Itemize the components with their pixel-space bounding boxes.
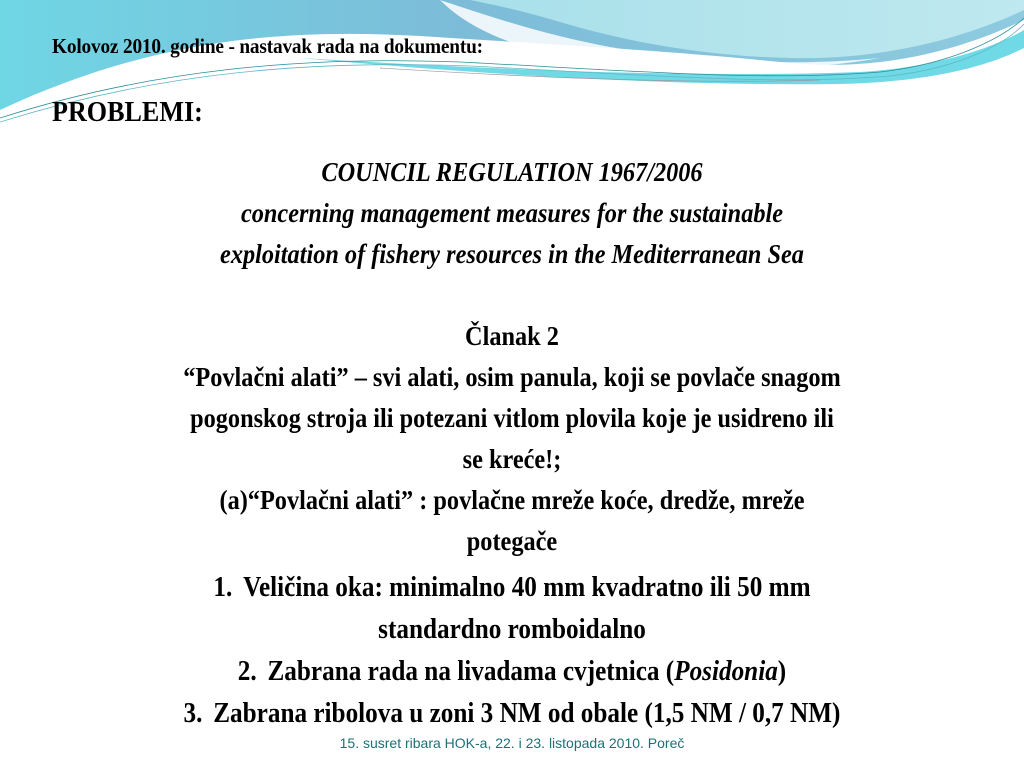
list-item [51,651,973,693]
article-line: se kreće!; [462,444,562,474]
regulation-subtitle-line2: exploitation of fishery resources in the Mediterranean Sea [220,239,804,269]
list-text: Zabrana rada na livadama cvjetnica ( [267,656,675,687]
list-text-italic: Posidonia [674,656,778,687]
list-text: Zabrana ribolova u zoni 3 NM od obale (1,5 NM / 0,7 NM) [213,698,841,729]
list-number: 1. [213,572,233,603]
list-text: ) [777,656,787,687]
regulation-subtitle-line1: concerning management measures for the sustainable [240,198,784,228]
problems-list [0,567,1024,735]
article-heading: Članak 2 [465,321,559,351]
list-text: Veličina oka: minimalno 40 mm kvadratno ili 50 mm [243,572,811,603]
list-item [51,693,973,735]
list-number: 3. [183,698,203,729]
article-line: (a)“Povlačni alati” : povlačne mreže koće, dredže, mreže [219,485,805,515]
article-block [0,316,1024,562]
list-number: 2. [237,656,257,687]
article-line: potegače [466,526,558,556]
list-item-continuation: standardno romboidalno [378,614,646,645]
slide-subtitle: Kolovoz 2010. godine - nastavak rada na dokumentu: [52,34,483,58]
list-item [51,567,973,609]
slide-title: PROBLEMI: [52,96,203,128]
regulation-block [0,152,1024,275]
regulation-title: COUNCIL REGULATION 1967/2006 [321,157,703,187]
article-line: pogonskog stroja ili potezani vitlom plovila koje je usidreno ili [190,403,834,433]
article-line: “Povlačni alati” – svi alati, osim panula, koji se povlače snagom [183,362,841,392]
slide-footer: 15. susret ribara HOK-a, 22. i 23. listopada 2010. Poreč [339,735,685,751]
